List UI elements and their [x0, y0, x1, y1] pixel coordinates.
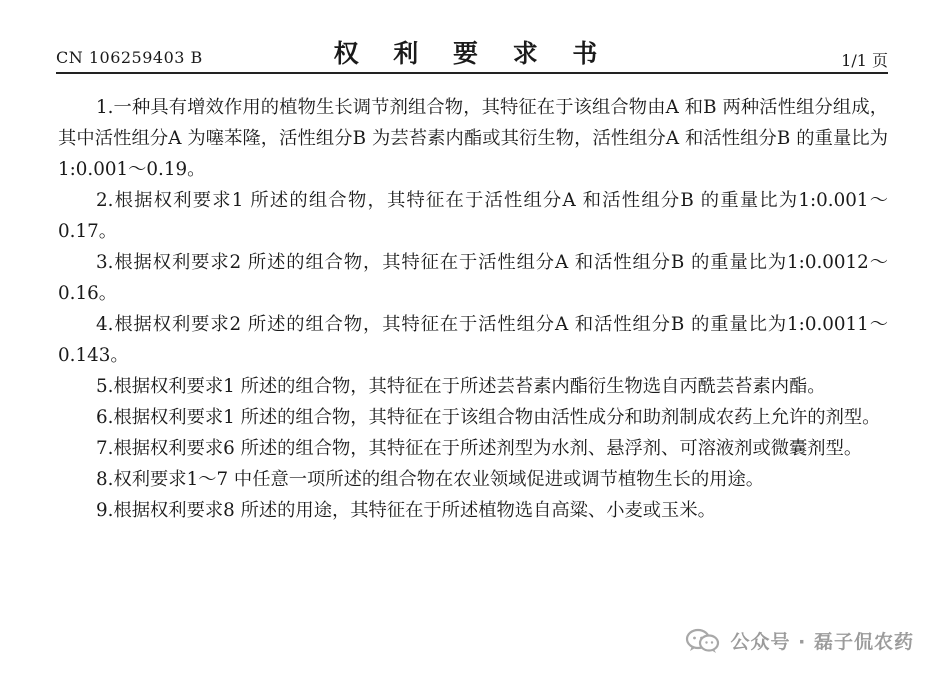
document-title: 权 利 要 求 书 — [333, 39, 611, 68]
watermark — [685, 627, 914, 654]
publication-number: CN 106259403 B — [56, 48, 203, 67]
claim-2: 2.根据权利要求1 所述的组合物，其特征在于活性组分A 和活性组分B 的重量比为1:0.001～0.17。 — [58, 190, 888, 242]
claim-1: 1.一种具有增效作用的植物生长调节剂组合物，其特征在于该组合物由A 和B 两种活性组分组成，其中活性组分A 为噻苯隆，活性组分B 为芸苔素内酯或其衍生物，活性组分A 和活性组分B 的重量比为1:0.001～0.19。 — [58, 97, 888, 180]
document-header — [56, 34, 888, 74]
claims-list — [58, 92, 888, 526]
page-number: 1/1 页 — [841, 51, 888, 70]
claim-9: 9.根据权利要求8 所述的用途，其特征在于所述植物选自高粱、小麦或玉米。 — [96, 500, 716, 521]
claim-5: 5.根据权利要求1 所述的组合物，其特征在于所述芸苔素内酯衍生物选自丙酰芸苔素内酯。 — [96, 376, 826, 397]
claim-6: 6.根据权利要求1 所述的组合物，其特征在于该组合物由活性成分和助剂制成农药上允许的剂型。 — [96, 407, 881, 428]
claim-4: 4.根据权利要求2 所述的组合物，其特征在于活性组分A 和活性组分B 的重量比为1:0.0011～0.143。 — [58, 314, 888, 366]
wechat-icon — [685, 628, 721, 654]
claim-3: 3.根据权利要求2 所述的组合物，其特征在于活性组分A 和活性组分B 的重量比为1:0.0012～0.16。 — [58, 252, 888, 304]
claim-8: 8.权利要求1～7 中任意一项所述的组合物在农业领域促进或调节植物生长的用途。 — [96, 469, 765, 490]
watermark-text: 公众号 · 磊子侃农药 — [730, 631, 914, 653]
header-divider — [56, 72, 888, 74]
claim-7: 7.根据权利要求6 所述的组合物，其特征在于所述剂型为水剂、悬浮剂、可溶液剂或微囊剂型。 — [96, 438, 863, 459]
